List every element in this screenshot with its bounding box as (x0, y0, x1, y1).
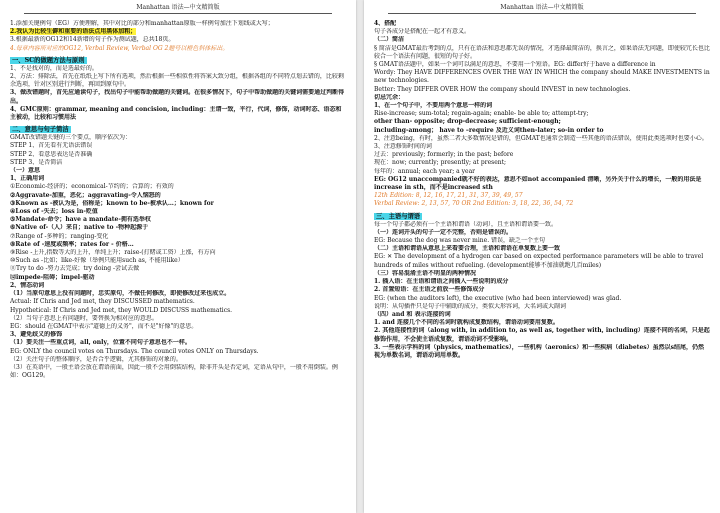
body-line: 1、在一个句子中，不要用两个意思一样的词 (374, 102, 493, 110)
word-line: ⑪Try to do -努力去完成；try doing -尝试去做 (10, 265, 140, 273)
body-line: 说明：从句插件只是句子中辅助的成分，类似大形容词，大名词或大副词 (374, 302, 567, 310)
example-line: Actual: If Chris and Jed met, they DISCUSSED mathematics. (10, 298, 195, 306)
body-line: 每一个句子都必须有一个主语和谓语（动词），且主语和谓语要一致。 (374, 220, 558, 228)
example-line: Hypothetical: If Chris and Jed met, they WOULD DISCUSS mathematics. (10, 306, 233, 314)
body-line: 1. 插入语：在主语和谓语之间插入一些说明的成分 (374, 278, 509, 286)
word-line: 每年的：annual; each year; a year (374, 167, 476, 175)
subsection-heading: （二）主语和谓语从意思上来看要合理，主语和谓语在单复数上要一致 (374, 245, 561, 253)
body-line: （2）当句子意思上有问题时，要替换为相对应的意思。 (10, 314, 158, 322)
subsection-heading: 切忌冗余： (374, 93, 405, 101)
subsection-heading: （三）容易混淆主语不明显的两种情况 (374, 269, 477, 277)
reference-line: 12th Edition: 8, 12, 16, 17, 21, 31, 37, 39, 49, 57 (374, 192, 523, 200)
word-line: ⑧Rate of -速度或频率；rates for - 价格… (10, 240, 134, 248)
left-page (0, 0, 356, 513)
body-line: 句子各成分是搭配在一起才有意义。 (374, 28, 471, 36)
body-line: 1、不是找对的，而是选最好的。 (10, 64, 98, 72)
word-line: other than- opposite; drop-decrease; sufficient-enough; (374, 118, 561, 126)
body-line: EG：should 在GMAT中表示"道德上的义务"，而不是"好像"的意思。 (10, 322, 198, 330)
right-page (364, 0, 720, 513)
subsection-heading: （四）and 和 表示连接的词 (374, 310, 451, 318)
word-line: Rise-increase; sum-total; regain-again; enable- be able to; attempt-try; (374, 110, 589, 118)
example-line: EG: Because the dog was never mine. 错误，缺乏一个主句 (374, 237, 546, 245)
body-line: EG: OG12 unaccompanied就不好的表达，意思不如not accompanied 清晰，另外关于什么的增长，一般的用法是increase in sth，而不是increased sth (374, 175, 702, 192)
word-line: ⑦Range of -多种的；ranging-变化 (10, 232, 109, 240)
body-line: 3. 一些表示学科的词（physics, mathematics），一些机构（aeronics）和一些疾病（diabetes）虽然以s结尾，仍然视为单数名词，谓语动词用单数。 (374, 343, 705, 359)
word-line: 现在：now; currently; presently; at present; (374, 159, 507, 167)
step-line: STEP 2、看意思表达是否准确 (10, 150, 93, 158)
body-line: 3、做改错题时，首先应通读句子，找出句子中能帮助做题的关键词。在很多情况下，句子中帮助做题的关键词需要通过判断得出。 (10, 89, 345, 105)
page-header: Manhattan 语法—中文精简版 (388, 4, 696, 14)
item-heading: 2、情态动词 (10, 281, 45, 289)
subsection-heading: （一）连词开头的句子一定不完整，否则是错误的。 (374, 228, 513, 236)
word-line: ②Aggravate-加重，恶化；aggravating-令人恼怒的 (10, 191, 161, 199)
word-line: ①Economic-经济的；economical-节约的；合算的；有效的 (10, 183, 174, 191)
item-heading: 1、正确用词 (10, 175, 45, 183)
body-line: （3）在英语中，一般主语会放在谓语前面，因此一般不会用倒装结构，除非开头是否定词，定语从句中，一般不用倒装。例如：OG129。 (10, 363, 338, 380)
page-header: Manhattan 语法—中文精简版 (24, 4, 332, 14)
body-line: 4、GMC原则：grammar, meaning and concision, including：主谓一致，平行，代词，修饰，动词时态、语态和主被动，比较和习惯用法 (10, 105, 342, 122)
body-line: （1）要关注一些重点词，all, only，位置不同句子意思也不一样。 (10, 339, 191, 347)
subsection-heading: （一）意思 (10, 167, 41, 175)
word-line: ⑩Such as -比如；like-好像（举例只能用such as, 不能用like） (10, 257, 184, 265)
section-heading: 一、SC的做题方法与原则 (12, 56, 85, 64)
body-line: 2、注意being，有时，虽然二者大多数情况是错的，但GMAT也通常会制造一些其他的语法错误，使用此类选项时也要小心。 (374, 134, 708, 142)
word-line: including-among； have to –require 及近义词then-later; so-in order to (374, 126, 604, 134)
body-line: 2、方法：排除法，首先在纸纸上写下所有选项，然后根据一些相似性将答案大致分组，根据各组的不同特点划去错的，比较剩余选项，针对区别进行判断，再回到原句中。 (10, 73, 344, 89)
word-line: ⑫impede-阻碍；impel-驱动 (10, 273, 95, 281)
intro-line: 1.添加关键例句（EG）方便理解，其中对比的部分和manhattan原版一样例句加注下划线或大写； (10, 20, 274, 27)
word-line: 过去：previously; formerly; in the past; before (374, 151, 514, 159)
intro-line: 2.我认为比较生僻和重要的语法点用黑体加粗； (10, 28, 137, 36)
body-line: 1. and 连接几个不同的名词时就构成复数结构，谓语动词要用复数。 (374, 319, 559, 327)
body-line: （2）关注句子的整体顺序，是否合乎逻辑，尤其修饰的对象的。 (10, 355, 182, 363)
step-line: STEP 3、是否简洁 (10, 158, 63, 166)
body-line: 2. 其他连接性的词（along with, in addition to, as well as, together with, including）连接不同的名词，只是起修饰作用，不会使主语成复数，谓语动词不受影响。 (374, 327, 710, 343)
example-line: Wordy: They HAVE DIFFERENCES OVER THE WAY IN WHICH the company should MAKE INVESTMENTS in new technologies. (374, 69, 710, 85)
body-line: 2. 首置短语：在主语之前放一些修饰成分 (374, 286, 485, 294)
word-line: ⑨Rise -上升,指数等大的上升，单纯上升；raise-(打赌或工资）上涨，有方向 (10, 249, 216, 257)
intro-line: 4.每章内容所对应的OG12, Verbal Review, Verbal OG 2题号以橙色斜体标出。 (10, 44, 229, 52)
word-line: ③Known as -被认为是，俗称是；known to be-被承认…；known for (10, 199, 214, 207)
body-line: GMAT改错题关键的三个要点，顺序依次为： (10, 134, 131, 142)
word-line: ⑥Native of-（人）来自；native to -物种起源于 (10, 224, 149, 232)
intro-line: 3.根据最新的OG12和14新增的句子作为测试题，总共18页。 (10, 36, 175, 44)
body-line: § 简洁是GMAT最后考到的点，只有在语法和意思都无误的情况，才选择最简洁的，换言之，如果语法无问题，即使较冗长也比较合一个语法有问题，很短的句子好。 (374, 44, 710, 60)
section-heading: 4、搭配 (374, 20, 397, 27)
example-line: EG: (when the auditors left), the executive (who had been interviewed) was glad. (374, 294, 622, 302)
reference-line: Verbal Review: 2, 13, 57, 70 OR 2nd Edition: 3, 18, 22, 36, 54, 72 (374, 200, 574, 208)
step-line: STEP 1、首先看有无语法错误 (10, 142, 93, 150)
word-line: ④Loss of -失去；loss in-贬值 (10, 208, 98, 216)
body-line: § GMAT语法题中，如果一个词可以满足的意思，不要用一个短语。EG: differ好于have a difference in (374, 61, 656, 69)
example-line: EG: ONLY the council votes on Thursdays. The council votes ONLY on Thursdays. (10, 347, 259, 355)
word-line: ⑤Mandate-命令；have a mandate-拥有选举权 (10, 216, 151, 224)
body-line: 3、注意修饰时间的词 (374, 143, 432, 151)
body-line: （1）当原句意思上没有问题时，忠实原句，不做任何修改，即使修改过来也成立。 (10, 290, 231, 298)
section-heading: 三、主语与谓语 (376, 212, 421, 220)
item-heading: 3、避免歧义的修饰 (10, 331, 63, 339)
example-line: Better: They DIFFER OVER HOW the company should INVEST in new technologies. (374, 85, 631, 93)
section-heading: 二、意思与句子简洁 (12, 126, 69, 134)
subsection-heading: （二）简洁 (374, 36, 405, 44)
example-line: EG: ✕ The development of a hydrogen car based on expected performance parameters will be able to travel hundreds of miles without refueling. (development能够不加油就跑几百miles) (374, 253, 704, 269)
